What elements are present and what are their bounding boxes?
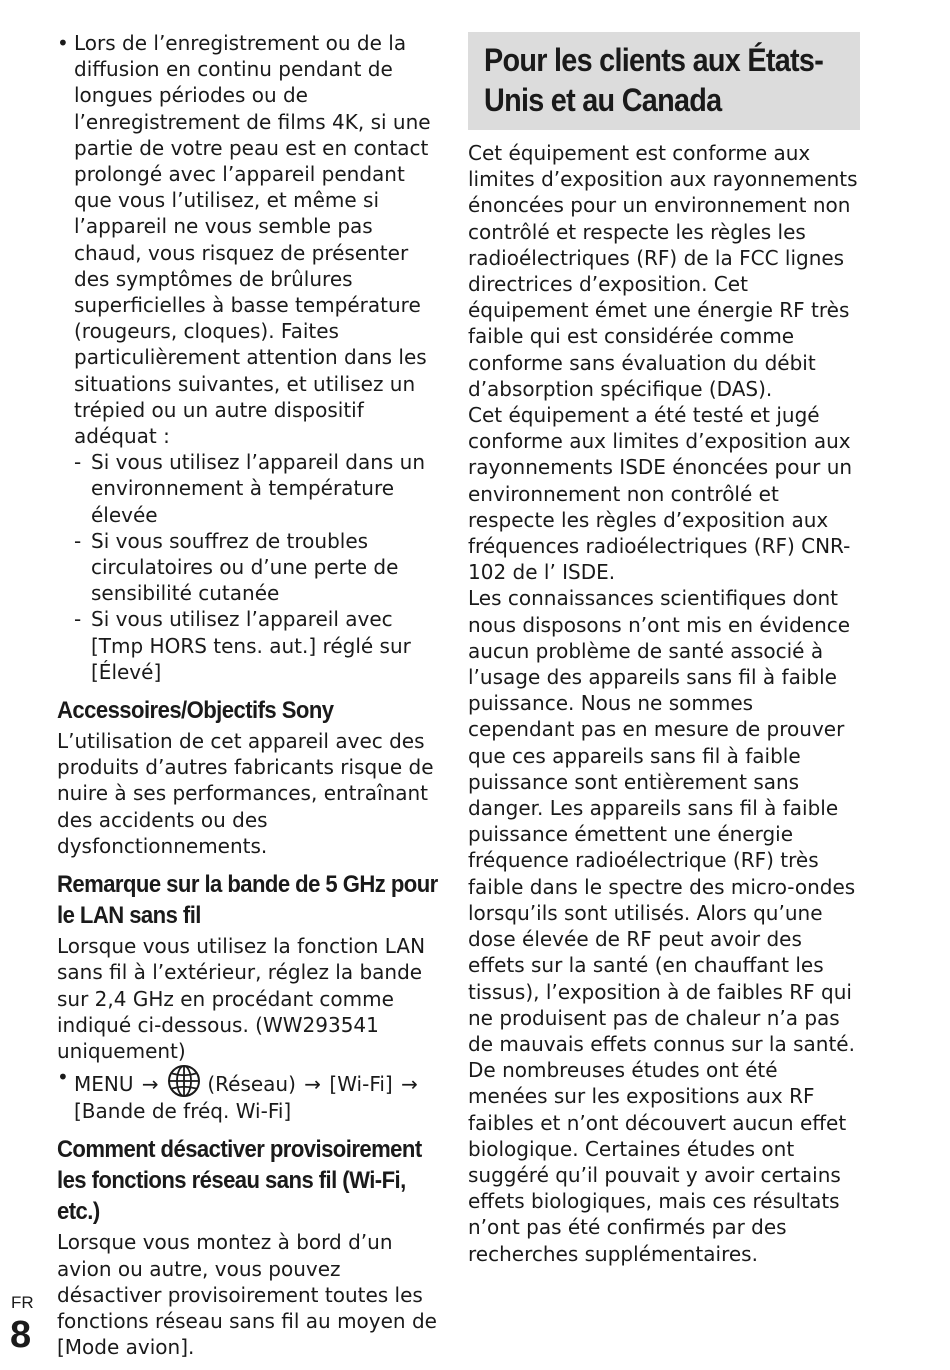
condition-high-temperature: - Si vous utilisez l’appareil dans un environnement à température élevée (74, 449, 442, 528)
band-5ghz-heading: Remarque sur la bande de 5 GHz pour le LAN sans fil (57, 871, 438, 930)
accessories-heading: Accessoires/Objectifs Sony (57, 697, 334, 725)
disable-network-text: Lorsque vous montez à bord d’un avion ou autre, vous pouvez désactiver provisoirement toutes les fonctions réseau sans fil au moyen de [Mode avion]. (57, 1230, 437, 1360)
left-column (57, 30, 442, 1360)
burn-conditions-list (57, 449, 442, 685)
page-number: 8 (10, 1314, 32, 1356)
arrow-icon: → (304, 1072, 322, 1097)
burn-warning-bullet: • Lors de l’enregistrement ou de la diffusion en continu pendant de longues périodes ou de l’enregistrement de films 4K, si une partie de votre peau est en contact prolongé avec l’appareil pendant que vous l’utilisez, et même si l’appareil ne vous semble pas chaud, vous risquez de présenter des symptômes de brûlures superficielles à basse température (rougeurs, cloques). Faites particulièrement attention dans les situations suivantes, et utilisez un trépied ou un autre dispositif adéquat : (57, 30, 442, 449)
condition-auto-power-off: - Si vous utilisez l’appareil avec [Tmp HORS tens. aut.] réglé sur [Élevé] (74, 606, 442, 685)
right-column (468, 32, 860, 1267)
isde-paragraph: Cet équipement a été testé et jugé conforme aux limites d’exposition aux rayonnements ISDE énoncées pour un environnement non contrôlé et respecte les règles d’exposition aux fréquences radioélectriques (RF) CNR-102 de l’ ISDE. (468, 403, 853, 585)
condition-circulatory: - Si vous souffrez de troubles circulatoires ou d’une perte de sensibilité cutanée (74, 528, 442, 607)
wifi-band-label: [Bande de fréq. Wi-Fi] (74, 1099, 292, 1124)
disable-network-heading: Comment désactiver provisoirement les fonctions réseau sans fil (Wi-Fi, etc.) (57, 1136, 422, 1226)
us-canada-heading: Pour les clients aux États-Unis et au Canada (484, 42, 824, 118)
us-canada-heading-box (468, 32, 860, 130)
health-paragraph: Les connaissances scientifiques dont nous disposons n’ont mis en évidence aucun problème de santé associé à l’usage des appareils sans fil à faible puissance. Nous ne sommes cependant pas en mesure de prouver que ces appareils sans fil à faible puissance sont entièrement sans danger. Les appareils sans fil à faible puissance émettent une énergie fréquence radioélectrique (RF) très faible dans le spectre des micro-ondes lorsqu’ils sont utilisés. Alors qu’une dose élevée de RF peut avoir des effets sur la santé (en chauffant les tissus), l’exposition à de faibles RF qui ne produisent pas de chaleur n’a pas de mauvais effets connus sur la santé. De nombreuses études ont été menées sur les expositions aux RF faibles et n’ont découvert aucun effet biologique. Certaines études ont suggéré qu’il pouvait y avoir certains effets biologiques, mais ces résultats n’ont pas été confirmés par des recherches supplémentaires. (468, 586, 856, 1266)
page-language: FR (11, 1293, 34, 1312)
network-label: (Réseau) (207, 1072, 296, 1097)
accessories-text: L’utilisation de cet appareil avec des produits d’autres fabricants risque de nuire à ses performances, entraînant des accidents ou des dysfonctionnements. (57, 729, 434, 858)
menu-path-bullet (57, 1064, 442, 1124)
arrow-icon: → (141, 1072, 159, 1097)
band-5ghz-text: Lorsque vous utilisez la fonction LAN sans fil à l’extérieur, réglez la bande sur 2,4 GHz en procédant comme indiqué ci-dessous. (WW293541 uniquement) (57, 934, 426, 1063)
fcc-paragraph: Cet équipement est conforme aux limites d’exposition aux rayonnements énoncées pour un environnement non contrôlé et respecte les règles les radioélectriques (RF) de la FCC lignes directrices d’exposition. Cet équipement émet une énergie RF très faible qui est considérée comme conforme sans évaluation du débit d’absorption spécifique (DAS). (468, 141, 858, 401)
menu-label: MENU (74, 1072, 134, 1097)
arrow-icon: → (401, 1072, 418, 1097)
wifi-label: [Wi-Fi] (329, 1072, 393, 1097)
globe-network-icon (167, 1064, 201, 1098)
